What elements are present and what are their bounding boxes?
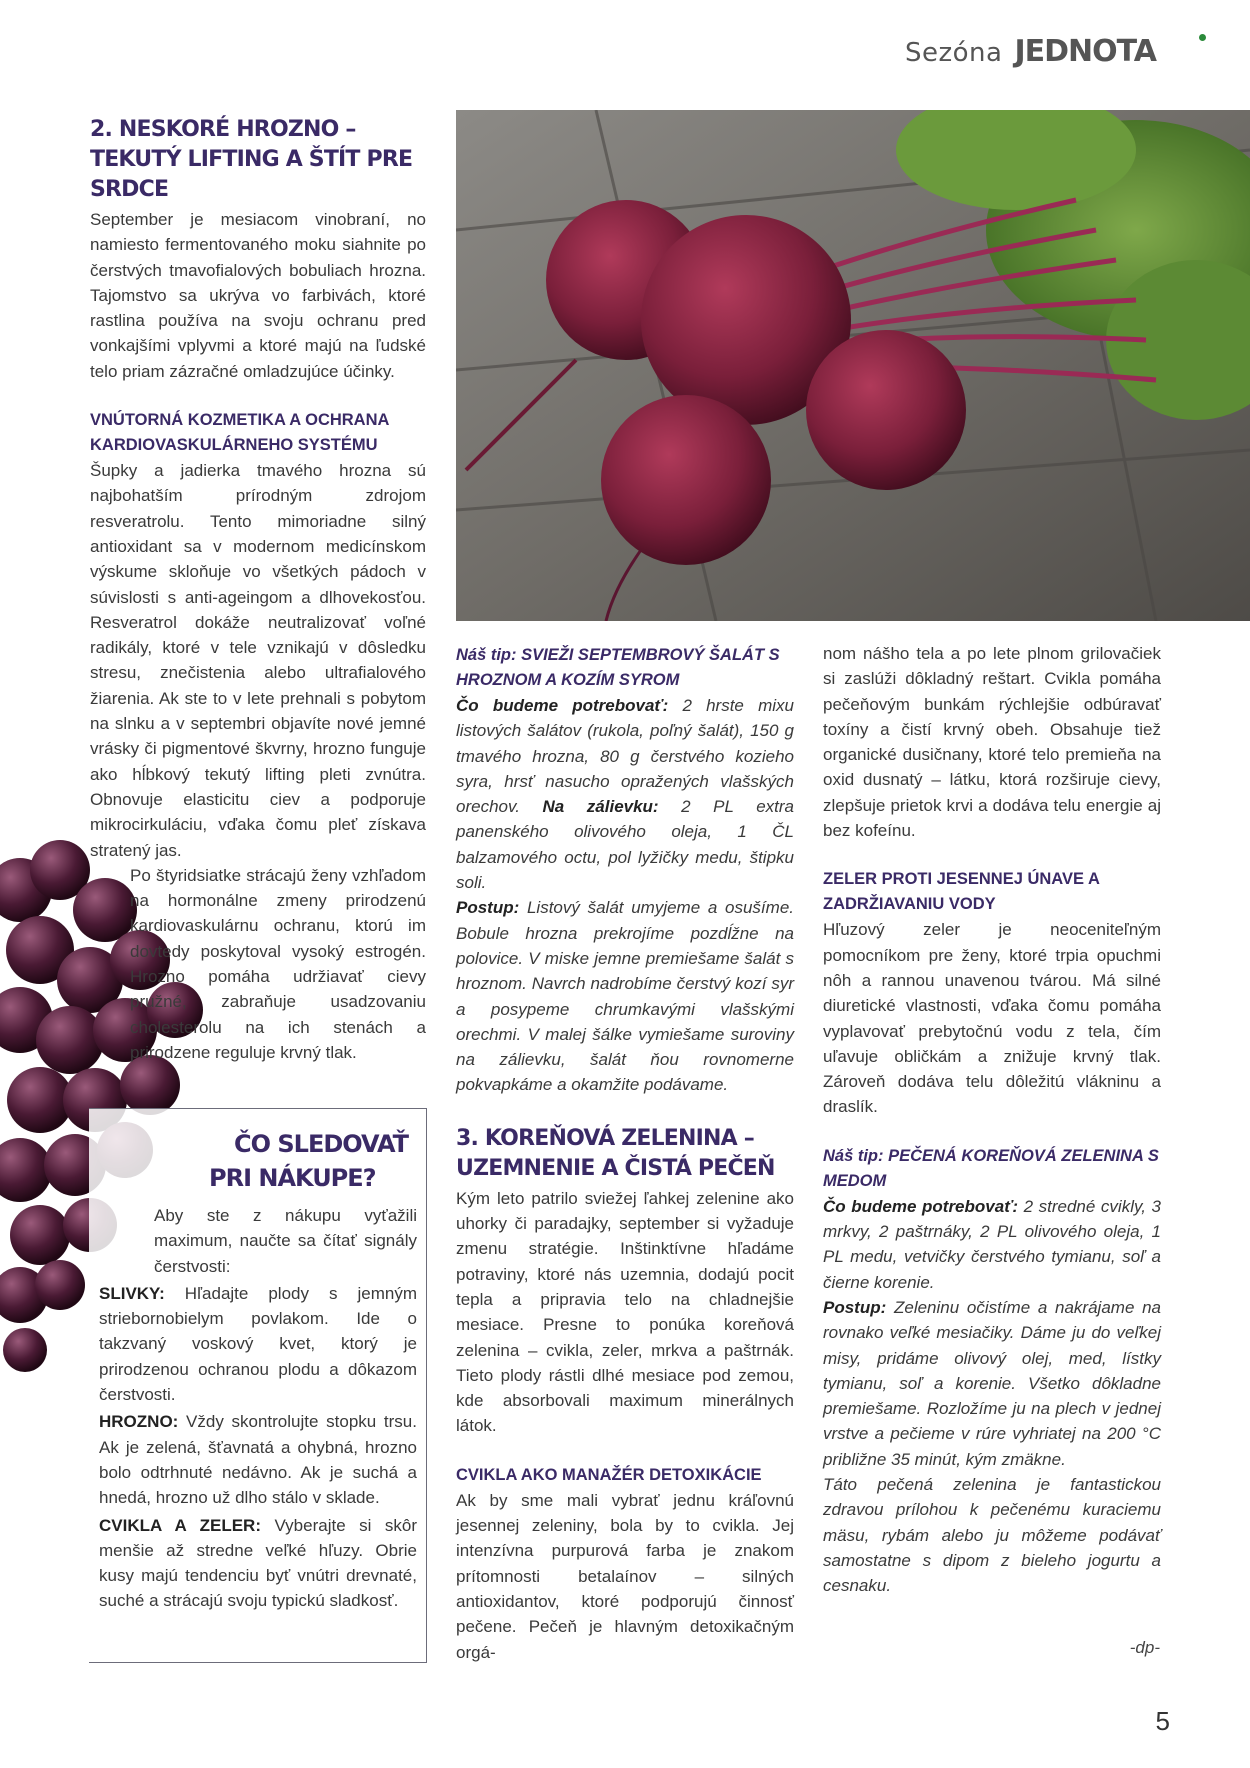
beet-paragraph-cont: nom nášho tela a po lete plnom grilovačiek si zaslúži dôkladný reštart. Cvikla pomáha pečeňovým bunkám rýchlejšie odbúravať toxíny a čistí krvný obeh. Obsahuje tiež organické dusičnany, ktoré telo premieňa na oxid dusnatý – látku, ktorá rozširuje cievy, zlepšuje prietok krvi a dodáva telu energie aj bez kofeínu.	[823, 644, 1161, 841]
salad-tip-heading: Náš tip: SVIEŽI SEPTEMBROVÝ ŠALÁT S HROZNOM A KOZÍM SYROM	[456, 646, 780, 689]
box-item-beet-celery-label: CVIKLA A ZELER:	[99, 1515, 261, 1535]
roasted-method	[823, 1295, 1161, 1472]
roasted-closing: Táto pečená zelenina je fantastickou zdravou prílohou k pečenému kuraciemu mäsu, rybám alebo ju môžeme podávať samostatne s dipom z bieleho jogurtu a cesnaku.	[823, 1475, 1161, 1596]
salad-need-label: Čo budeme potrebovať:	[456, 696, 669, 715]
cosmetics-subheading: VNÚTORNÁ KOZMETIKA A OCHRANA KARDIOVASKULÁRNEHO SYSTÉMU	[90, 411, 389, 455]
roasted-tip-heading: Náš tip: PEČENÁ KOREŇOVÁ ZELENINA S MEDOM	[823, 1146, 1159, 1190]
box-item-grapes-label: HROZNO:	[99, 1412, 179, 1432]
salad-tip	[456, 643, 794, 1098]
salad-method-label: Postup:	[456, 898, 520, 918]
root-veg-paragraph: Kým leto patrilo sviežej ľahkej zelenine ako uhorky či paradajky, september si vyžaduje zmenu stratégie. Inštinktívne hľadáme potraviny, ktoré nás uzemnia, dodajú pocit tepla a pripravia telo na chladnejšie mesiace. Presne to ponúka koreňová zelenina – cvikla, zeler, mrkva a paštrnák. Tieto plody rástli dlhé mesiace pod zemou, kde absorbovali maximum minerálnych látok.	[456, 1188, 794, 1436]
roasted-method-text: Zeleninu očistíme a nakrájame na rovnako veľké mesiačiky. Dáme ju do veľkej misy, pridáme olivový olej, med, lístky tymianu, soľ a korenie. Všetko dôkladne premiešame. Rozložíme ju na plech v jednej vrstve a pečieme v rúre vyhriatej na 200 °C približne 35 minút, kým zmäkne.	[823, 1297, 1161, 1469]
column-middle	[456, 643, 794, 1665]
salad-method-text: Listový šalát umyjeme a osušíme. Bobule hrozna prekrojíme pozdĺžne na polovice. V miske jemne premiešame šalát s hroznom. Navrch nadrobíme čerstvý kozí syr a posypeme chrumkavými vlašskými orechmi. V malej šálke vymiešame suroviny na zálievku, šalát ňou rovnomerne pokvapkáme a okamžite podávame.	[456, 898, 794, 1095]
beet-detox-subheading: CVIKLA AKO MANAŽÉR DETOXIKÁCIE	[456, 1465, 762, 1484]
roasted-need-text: 2 stredné cvikly, 3 mrkvy, 2 paštrnáky, 2 PL olivového oleja, 1 PL medu, vetvičky čerstvého tymianu, soľ a čierne korenie.	[823, 1196, 1161, 1292]
estrogen-paragraph: Po štyridsiatke strácajú ženy vzhľadom na hormonálne zmeny prirodzenú kardiovaskulárnu ochranu, ktorú im dovtedy poskytoval vysoký estrogén. Hrozno pomáha udržiavať cievy pružné, zabraňuje usadzovaniu cholesterolu na ich stenách a prirodzene reguluje krvný tlak.	[130, 865, 426, 1062]
roasted-need-label: Čo budeme potrebovať:	[823, 1196, 1018, 1216]
roasted-veg-tip	[823, 1144, 1161, 1599]
box-title	[99, 1127, 417, 1195]
section-2-intro: September je mesiacom vinobraní, no namiesto fermentovaného moku siahnite po čerstvých tmavofialových bobuliach hrozna. Tajomstvo sa ukrýva vo farbivách, ktoré rastlina používa na svoju ochranu pred vonkajšími vplyvmi a ktoré majú na ľudské telo priam zázračné omladzujúce účinky.	[90, 210, 426, 381]
box-item-beet-celery	[99, 1513, 417, 1614]
box-title-line2: PRI NÁKUPE?	[209, 1164, 376, 1192]
column-left	[90, 115, 426, 1065]
salad-dressing-text: 2 PL extra panenského olivového oleja, 1 ČL balzamového octu, pol lyžičky medu, štipku soli.	[456, 797, 794, 893]
roasted-ingredients	[823, 1194, 1161, 1295]
box-item-plums-label: SLIVKY:	[99, 1283, 165, 1303]
magazine-header	[905, 34, 1156, 69]
box-title-line1: ČO SLEDOVAŤ	[234, 1130, 409, 1158]
shopping-tips-box	[89, 1108, 427, 1663]
box-item-plums	[99, 1281, 417, 1407]
beetroot-illustration	[456, 110, 1250, 621]
column-right	[823, 641, 1161, 1599]
box-item-plums-text: Hľadajte plody s jemným striebornobielym povlakom. Ide o takzvaný voskový kvet, ktorý je prirodzenou ochranou plodu a dôkazom čerstvosti.	[99, 1283, 417, 1405]
box-item-grapes-text: Vždy skontrolujte stopku trsu. Ak je zelená, šťavnatá a ohybná, hrozno bolo odtrhnuté nedávno. Ak je suchá a hnedá, hrozno už dlho stálo v sklade.	[99, 1412, 417, 1508]
box-intro: Aby ste z nákupu vyťažili maximum, naučte sa čítať signály čerstvosti:	[154, 1206, 417, 1276]
salad-ingredients	[456, 693, 794, 895]
celery-subheading: ZELER PROTI JESENNEJ ÚNAVE A ZADRŽIAVANIU VODY	[823, 870, 1100, 914]
celery-paragraph: Hľuzový zeler je neoceniteľným pomocníkom pre ženy, ktoré trpia opuchmi nôh a rannou unavenou tvárou. Má silné diuretické vlastnosti, vďaka čomu pomáha vyplavovať prebytočnú vodu z tela, čím uľavuje obličkám a znižuje krvný tlak. Zároveň dodáva telu dôležitú vlákninu a draslík.	[823, 920, 1161, 1117]
box-item-grapes	[99, 1409, 417, 1510]
page-number: 5	[1155, 1706, 1170, 1736]
roasted-method-label: Postup:	[823, 1297, 887, 1317]
salad-method	[456, 895, 794, 1097]
resveratrol-paragraph: Šupky a jadierka tmavého hrozna sú najbohatším prírodným zdrojom resveratrolu. Tento mimoriadne silný antioxidant sa v modernom medicínskom výskume skloňuje vo všetkých pádoch v súvislosti s anti-ageingom a dlhovekosťou. Resveratrol dokáže neutralizovať voľné radikály, ktoré v tele vznikajú v dôsledku stresu, znečistenia alebo ultrafialového žiarenia. Ak ste to v lete prehnali s pobytom na slnku a v septembri objavíte nové jemné vrásky či pigmentové škvrny, hrozno funguje ako hĺbkový tekutý lifting pleti zvnútra. Obnovuje elasticitu ciev a podporuje mikrocirkuláciu, vďaka čomu pleť získava stratený jas.	[90, 461, 426, 860]
beetroot-photo	[456, 110, 1250, 621]
salad-dressing-label: Na zálievku:	[519, 797, 659, 817]
section-2-heading: 2. NESKORÉ HROZNO – TEKUTÝ LIFTING A ŠTÍT PRE SRDCE	[90, 117, 413, 202]
section-3-heading: 3. KOREŇOVÁ ZELENINA – UZEMNENIE A ČISTÁ PEČEŇ	[456, 1125, 775, 1181]
brand-logo-dot	[1199, 34, 1206, 41]
header-brand: JEDNOTA	[1014, 34, 1156, 69]
header-season: Sezóna	[905, 38, 1003, 68]
box-item-beet-celery-text: Vyberajte si skôr menšie až stredne veľké hľuzy. Obrie kusy majú tendenciu byť vnútri drevnaté, suché a strácajú svoju typickú sladkosť.	[99, 1515, 417, 1611]
author-signature: -dp-	[1129, 1638, 1160, 1657]
beet-paragraph: Ak by sme mali vybrať jednu kráľovnú jesennej zeleniny, bola by to cvikla. Jej intenzívna purpurová farba je znakom prítomnosti betalaínov – silných antioxidantov, ktoré podporujú činnosť pečene. Pečeň je hlavným detoxikačným orgá-	[456, 1490, 794, 1662]
salad-need-text: 2 hrste mixu listových šalátov (rukola, poľný šalát), 150 g tmavého hrozna, 80 g čerstvého kozieho syra, hrsť nasucho opražených vlašských orechov.	[456, 696, 794, 817]
